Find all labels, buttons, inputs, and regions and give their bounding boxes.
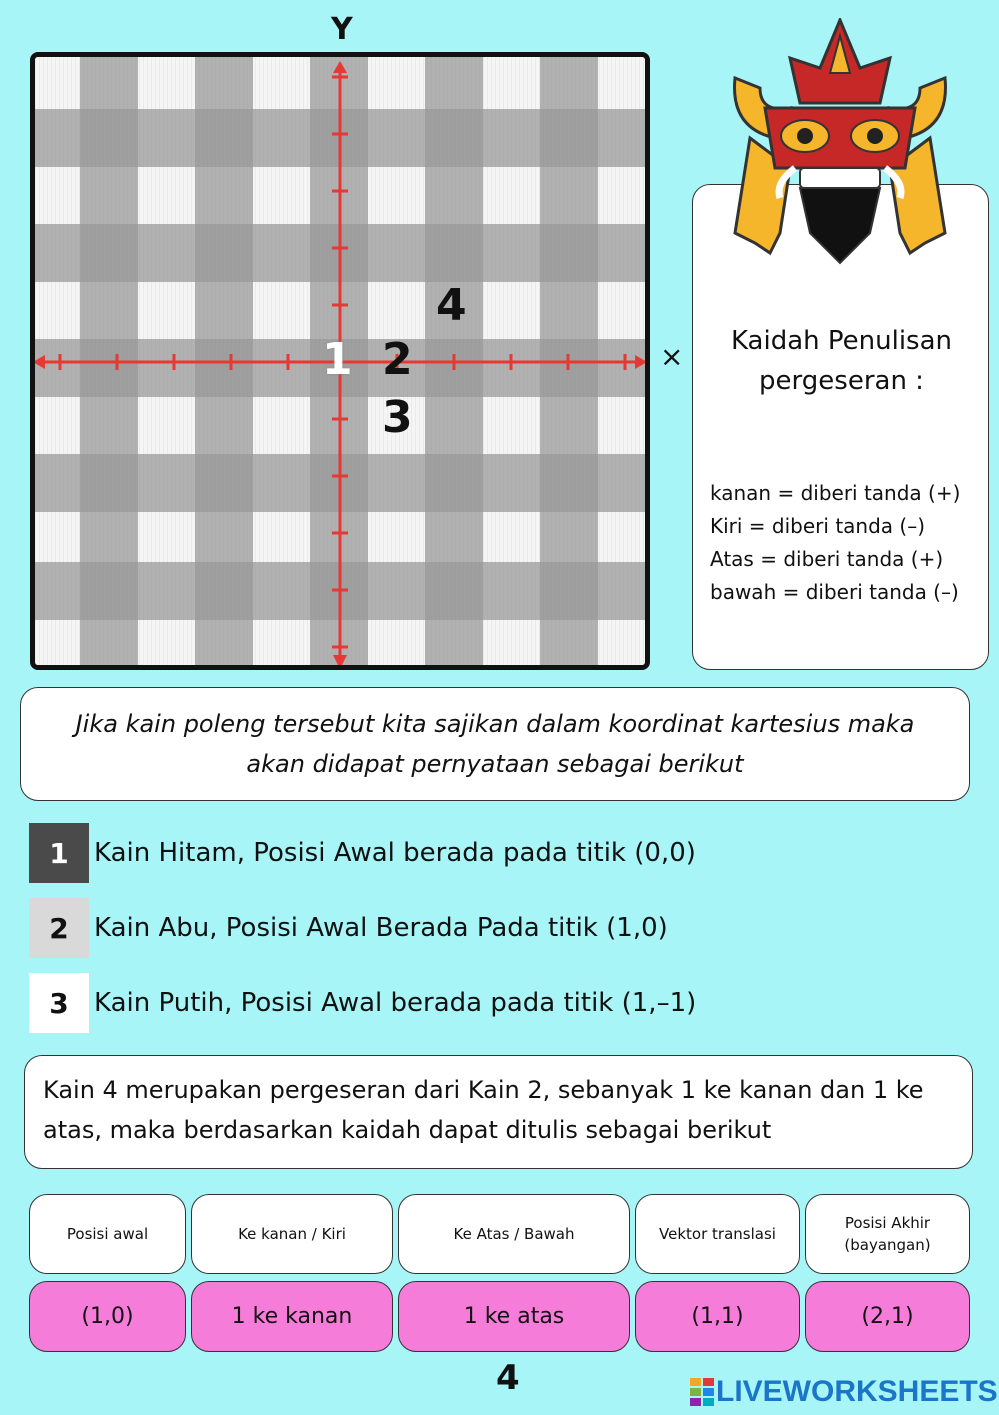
answer-horizontal-shift[interactable]: 1 ke kanan [191, 1281, 393, 1352]
statement-badge-3: 3 [29, 973, 89, 1033]
rule-up: Atas = diberi tanda (+) [710, 547, 944, 571]
statement-1 [29, 823, 89, 883]
statement-3 [29, 973, 89, 1033]
cell-label-4: 4 [436, 280, 467, 331]
barong-mask-illustration [720, 18, 960, 278]
x-axis-label: × [660, 340, 684, 373]
statement-badge-2: 2 [29, 898, 89, 958]
page-number: 4 [496, 1358, 520, 1398]
answer-initial-position[interactable]: (1,0) [29, 1281, 186, 1352]
brand-blocks-icon [690, 1378, 716, 1406]
intro-box [20, 687, 970, 801]
statement-text-2: Kain Abu, Posisi Awal Berada Pada titik (1,0) [94, 913, 668, 943]
y-axis-label: Y [331, 12, 353, 47]
answer-vertical-shift[interactable]: 1 ke atas [398, 1281, 630, 1352]
explanation-text: Kain 4 merupakan pergeseran dari Kain 2, sebanyak 1 ke kanan dan 1 ke atas, maka berdasarkan kaidah dapat ditulis sebagai berikut [43, 1076, 924, 1144]
cell-label-2: 2 [382, 334, 413, 385]
cell-label-1: 1 [322, 334, 353, 385]
cell-label-3: 3 [382, 392, 413, 443]
intro-text: Jika kain poleng tersebut kita sajikan dalam koordinat kartesius maka akan didapat pernyataan sebagai berikut [75, 710, 915, 778]
answer-translation-vector[interactable]: (1,1) [635, 1281, 800, 1352]
statement-text-1: Kain Hitam, Posisi Awal berada pada titik (0,0) [94, 838, 696, 868]
statement-text-3: Kain Putih, Posisi Awal berada pada titik (1,–1) [94, 988, 697, 1018]
rules-title: Kaidah Penulisan pergeseran : [730, 326, 953, 396]
header-final-position: Posisi Akhir (bayangan) [805, 1194, 970, 1274]
rule-right: kanan = diberi tanda (+) [710, 481, 961, 505]
header-translation-vector: Vektor translasi [635, 1194, 800, 1274]
brand-logo [690, 1375, 998, 1409]
answer-final-position[interactable]: (2,1) [805, 1281, 970, 1352]
statement-2 [29, 898, 89, 958]
rule-down: bawah = diberi tanda (–) [710, 580, 959, 604]
header-horizontal-shift: Ke kanan / Kiri [191, 1194, 393, 1274]
explanation-box [24, 1055, 973, 1169]
statement-badge-1: 1 [29, 823, 89, 883]
header-initial-position: Posisi awal [29, 1194, 186, 1274]
rules-list [710, 477, 980, 609]
rule-left: Kiri = diberi tanda (–) [710, 514, 925, 538]
brand-name: LIVEWORKSHEETS [716, 1375, 998, 1408]
header-vertical-shift: Ke Atas / Bawah [398, 1194, 630, 1274]
